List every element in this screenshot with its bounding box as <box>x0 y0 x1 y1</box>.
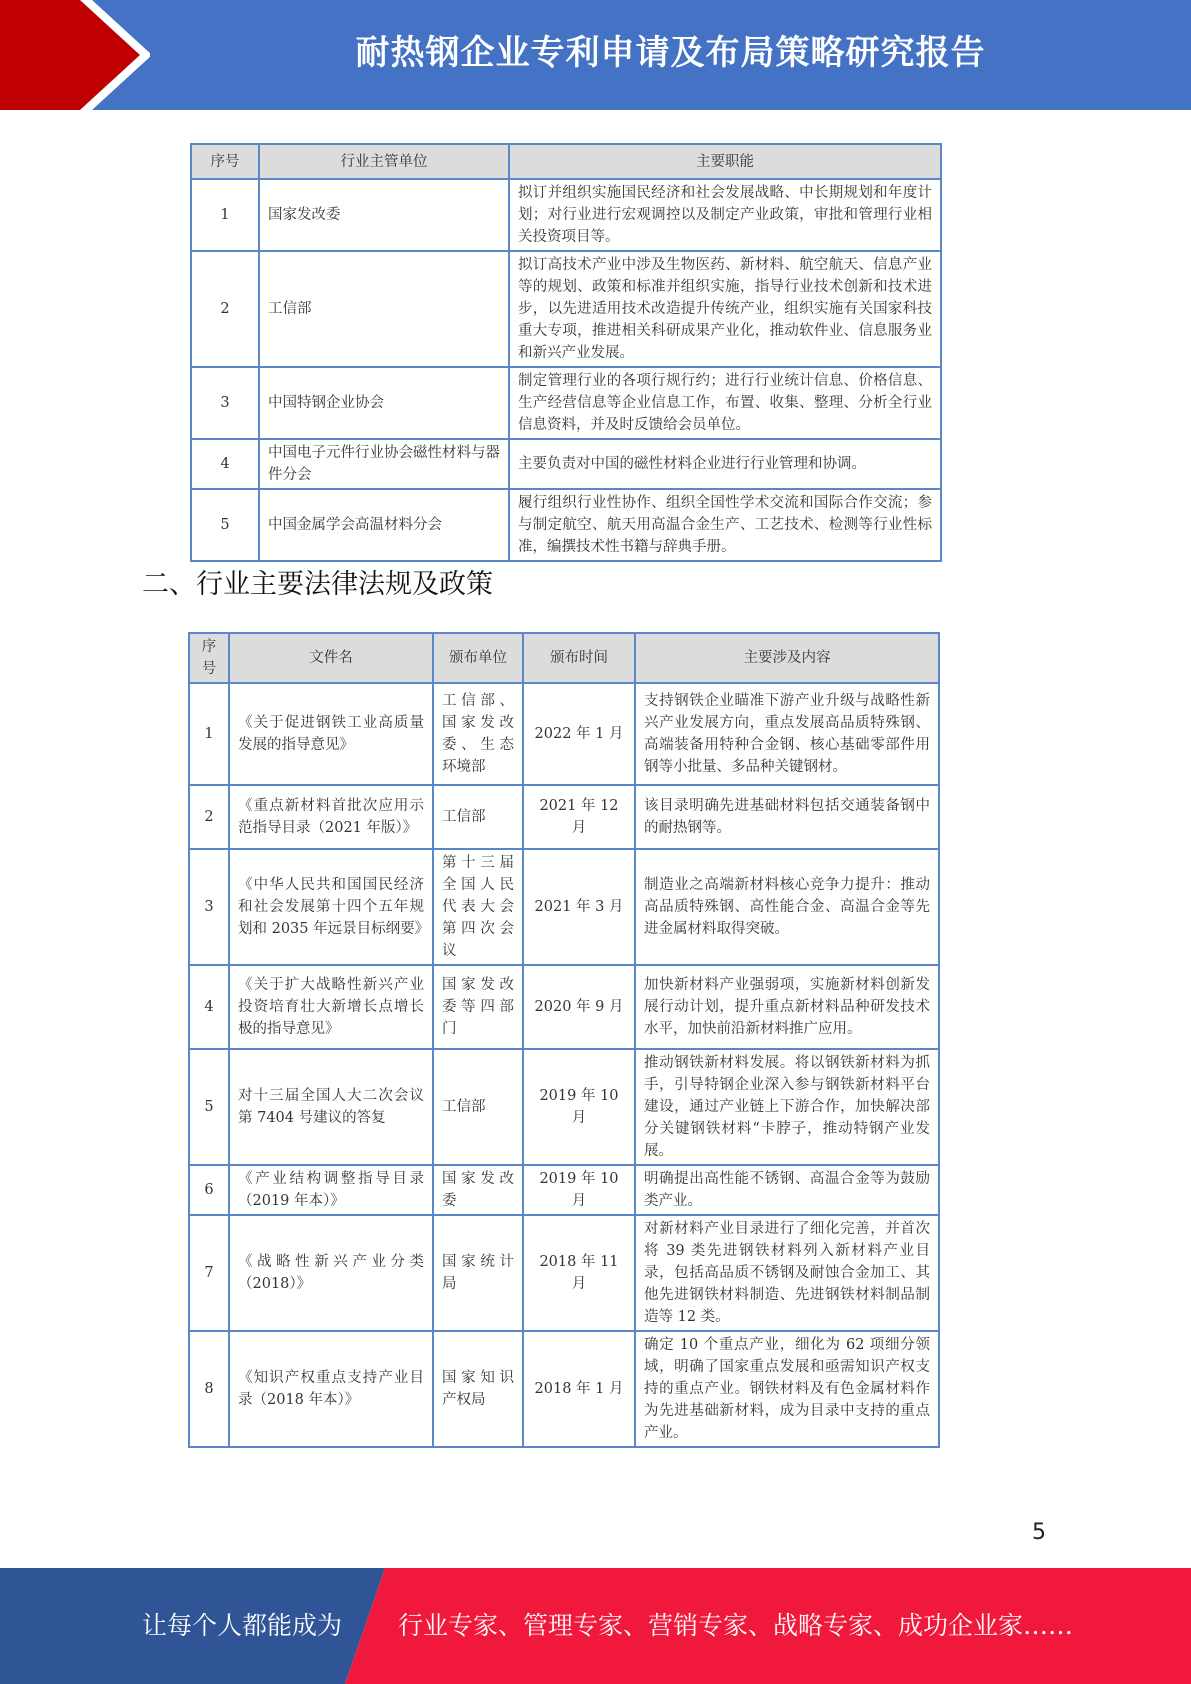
col-header-issuer: 颁布单位 <box>433 633 523 683</box>
row-date: 2020 年 9 月 <box>523 965 635 1049</box>
table-row <box>191 367 941 439</box>
row-no: 3 <box>189 849 229 965</box>
table-row <box>189 849 939 965</box>
table-row <box>189 965 939 1049</box>
col-header-content: 主要涉及内容 <box>635 633 939 683</box>
row-content: 对新材料产业目录进行了细化完善，并首次将 39 类先进钢铁材料列入新材料产业目录，包括高品质不锈钢及耐蚀合金加工、其他先进钢铁材料制造、先进钢铁材料制品制造等 12 类。 <box>635 1215 939 1331</box>
row-name: 《关于扩大战略性新兴产业投资培育壮大新增长点增长极的指导意见》 <box>229 965 433 1049</box>
table-row <box>189 1215 939 1331</box>
table-row <box>189 1331 939 1447</box>
page-number: 5 <box>1032 1520 1046 1545</box>
table-row <box>191 439 941 489</box>
row-duty: 制定管理行业的各项行规行约；进行行业统计信息、价格信息、生产经营信息等企业信息工作，布置、收集、整理、分析全行业信息资料，并及时反馈给会员单位。 <box>509 367 941 439</box>
row-issuer: 工信部 <box>433 785 523 849</box>
row-issuer: 国家发改委 <box>433 1165 523 1215</box>
row-unit: 中国电子元件行业协会磁性材料与器件分会 <box>259 439 509 489</box>
row-issuer: 国家知识产权局 <box>433 1331 523 1447</box>
col-header-date: 颁布时间 <box>523 633 635 683</box>
row-unit: 中国金属学会高温材料分会 <box>259 489 509 561</box>
table-row <box>189 683 939 785</box>
row-name: 对十三届全国人大二次会议第 7404 号建议的答复 <box>229 1049 433 1165</box>
row-content: 该目录明确先进基础材料包括交通装备钢中的耐热钢等。 <box>635 785 939 849</box>
row-date: 2018 年 11 月 <box>523 1215 635 1331</box>
col-header-unit: 行业主管单位 <box>259 144 509 179</box>
col-header-name: 文件名 <box>229 633 433 683</box>
row-issuer: 国家发改委等四部门 <box>433 965 523 1049</box>
row-no: 4 <box>189 965 229 1049</box>
row-unit: 国家发改委 <box>259 179 509 251</box>
row-name: 《中华人民共和国国民经济和社会发展第十四个五年规划和 2035 年远景目标纲要》 <box>229 849 433 965</box>
row-date: 2019 年 10 月 <box>523 1165 635 1215</box>
row-date: 2018 年 1 月 <box>523 1331 635 1447</box>
header-arrow-decoration <box>0 0 150 110</box>
row-issuer: 国家统计局 <box>433 1215 523 1331</box>
table-row <box>189 1165 939 1215</box>
row-no: 2 <box>191 251 259 367</box>
page-footer <box>0 1568 1191 1684</box>
table-row <box>189 785 939 849</box>
row-name: 《关于促进钢铁工业高质量发展的指导意见》 <box>229 683 433 785</box>
col-header-no: 序号 <box>191 144 259 179</box>
policy-table <box>188 632 940 1448</box>
row-duty: 拟订并组织实施国民经济和社会发展战略、中长期规划和年度计划；对行业进行宏观调控以及制定产业政策，审批和管理行业相关投资项目等。 <box>509 179 941 251</box>
row-no: 5 <box>189 1049 229 1165</box>
page-header <box>0 0 1191 110</box>
table-header-row <box>191 144 941 179</box>
table-header-row <box>189 633 939 683</box>
row-unit: 工信部 <box>259 251 509 367</box>
row-issuer: 工信部 <box>433 1049 523 1165</box>
report-title: 耐热钢企业专利申请及布局策略研究报告 <box>355 33 986 73</box>
row-name: 《知识产权重点支持产业目录（2018 年本）》 <box>229 1331 433 1447</box>
row-no: 7 <box>189 1215 229 1331</box>
row-date: 2022 年 1 月 <box>523 683 635 785</box>
col-header-duty: 主要职能 <box>509 144 941 179</box>
row-no: 1 <box>191 179 259 251</box>
row-no: 8 <box>189 1331 229 1447</box>
row-no: 1 <box>189 683 229 785</box>
col-header-no: 序号 <box>189 633 229 683</box>
row-duty: 履行组织行业性协作、组织全国性学术交流和国际合作交流；参与制定航空、航天用高温合金生产、工艺技术、检测等行业性标准，编撰技术性书籍与辞典手册。 <box>509 489 941 561</box>
row-name: 《产业结构调整指导目录（2019 年本）》 <box>229 1165 433 1215</box>
table-row <box>189 1049 939 1165</box>
row-no: 2 <box>189 785 229 849</box>
section-heading: 二、行业主要法律法规及政策 <box>142 569 493 600</box>
row-date: 2021 年 12 月 <box>523 785 635 849</box>
row-no: 4 <box>191 439 259 489</box>
row-no: 5 <box>191 489 259 561</box>
row-content: 确定 10 个重点产业，细化为 62 项细分领域，明确了国家重点发展和亟需知识产权支持的重点产业。钢铁材料及有色金属材料作为先进基础新材料，成为目录中支持的重点产业。 <box>635 1331 939 1447</box>
row-no: 3 <box>191 367 259 439</box>
row-name: 《战略性新兴产业分类（2018）》 <box>229 1215 433 1331</box>
row-content: 明确提出高性能不锈钢、高温合金等为鼓励类产业。 <box>635 1165 939 1215</box>
table-row <box>191 179 941 251</box>
regulator-table <box>190 143 942 562</box>
footer-slogan-left: 让每个人都能成为 <box>142 1611 343 1640</box>
row-issuer: 工信部、国家发改委、生态环境部 <box>433 683 523 785</box>
table-row <box>191 251 941 367</box>
row-date: 2021 年 3 月 <box>523 849 635 965</box>
table-row <box>191 489 941 561</box>
row-content: 加快新材料产业强弱项，实施新材料创新发展行动计划，提升重点新材料品种研发技术水平，加快前沿新材料推广应用。 <box>635 965 939 1049</box>
footer-slogan-right: 行业专家、管理专家、营销专家、战略专家、成功企业家…… <box>398 1611 1074 1640</box>
row-duty: 主要负责对中国的磁性材料企业进行行业管理和协调。 <box>509 439 941 489</box>
row-duty: 拟订高技术产业中涉及生物医药、新材料、航空航天、信息产业等的规划、政策和标准并组织实施，指导行业技术创新和技术进步，以先进适用技术改造提升传统产业，组织实施有关国家科技重大专项，推进相关科研成果产业化，推动软件业、信息服务业和新兴产业发展。 <box>509 251 941 367</box>
row-content: 支持钢铁企业瞄准下游产业升级与战略性新兴产业发展方向，重点发展高品质特殊钢、高端装备用特种合金钢、核心基础零部件用钢等小批量、多品种关键钢材。 <box>635 683 939 785</box>
row-issuer: 第十三届全国人民代表大会第四次会议 <box>433 849 523 965</box>
row-content: 制造业之高端新材料核心竞争力提升：推动高品质特殊钢、高性能合金、高温合金等先进金属材料取得突破。 <box>635 849 939 965</box>
row-no: 6 <box>189 1165 229 1215</box>
row-date: 2019 年 10 月 <box>523 1049 635 1165</box>
row-content: 推动钢铁新材料发展。将以钢铁新材料为抓手，引导特钢企业深入参与钢铁新材料平台建设，通过产业链上下游合作，加快解决部分关键钢铁材料“卡脖子，推动特钢产业发展。 <box>635 1049 939 1165</box>
row-name: 《重点新材料首批次应用示范指导目录（2021 年版）》 <box>229 785 433 849</box>
row-unit: 中国特钢企业协会 <box>259 367 509 439</box>
